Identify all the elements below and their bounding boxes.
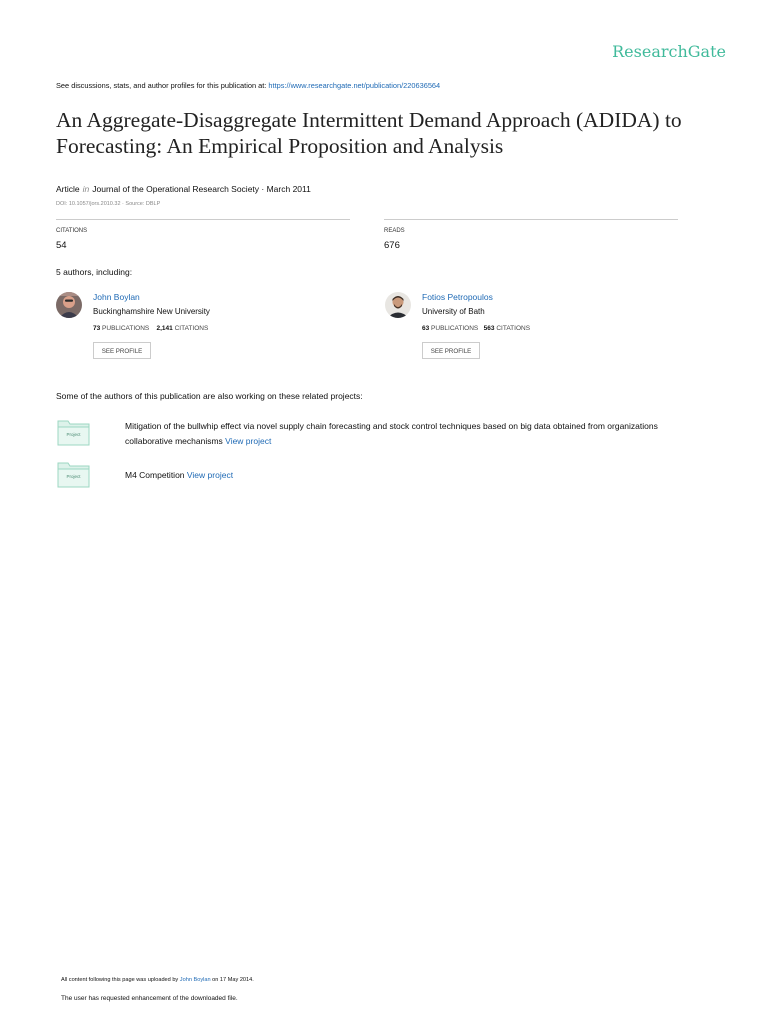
publication-title: An Aggregate-Disaggregate Intermittent Demand Approach (ADIDA) to Forecasting: An Empirical Proposition and Analysis [56,108,682,158]
avatar-john-boylan[interactable] [56,292,82,318]
author-name-link[interactable] [422,292,493,302]
author-citations-count: 2,141 [156,325,173,332]
avatar-fotios-petropoulos[interactable] [385,292,411,318]
publications-label: PUBLICATIONS [431,325,479,332]
author-affiliation: University of Bath [422,307,485,316]
publication-meta [56,184,311,194]
researchgate-logo[interactable]: ResearchGate [612,42,726,61]
avatar-photo-icon [56,292,82,318]
publications-count: 73 [93,325,101,332]
publications-count: 63 [422,325,430,332]
author-name[interactable]: Fotios Petropoulos [422,292,493,302]
discussion-line [56,81,440,90]
see-profile-button[interactable]: SEE PROFILE [422,342,480,359]
upload-prefix: All content following this page was uploaded by [61,977,180,983]
author-citations-count: 563 [483,325,495,332]
enhancement-note: The user has requested enhancement of the downloaded file. [61,995,238,1002]
publication-url-link[interactable]: https://www.researchgate.net/publication/220636564 [268,81,441,90]
view-project-link[interactable]: View project [225,436,272,446]
author-name-link[interactable] [93,292,140,302]
project-item [125,419,695,449]
author-citations-label: CITATIONS [496,325,531,332]
doi-source: DOI: 10.1057/jors.2010.32 · Source: DBLP [56,201,161,207]
discussion-prefix: See discussions, stats, and author profiles for this publication at: [56,81,269,90]
author-name[interactable]: John Boylan [93,292,140,302]
journal-name: Journal of the Operational Research Society · March 2011 [92,184,311,194]
projects-heading: Some of the authors of this publication are also working on these related projects: [56,391,363,401]
project-icon-label: Project [66,474,81,479]
author-affiliation: Buckinghamshire New University [93,307,210,316]
reads-divider [384,219,678,220]
author-stats [93,325,208,332]
project-description: Mitigation of the bullwhip effect via novel supply chain forecasting and stock control techniques based on big data obtained from organizations collaborative mechanisms [125,421,658,446]
project-icon-label: Project [66,432,81,437]
project-folder-icon[interactable] [57,418,90,446]
citations-count: 54 [56,240,67,251]
citations-label: CITATIONS [56,228,88,234]
authors-heading: 5 authors, including: [56,267,133,277]
article-type: Article [56,184,80,194]
project-folder-icon[interactable] [57,460,90,488]
in-label: in [82,184,90,194]
see-profile-button[interactable]: SEE PROFILE [93,342,151,359]
citations-divider [56,219,350,220]
project-description: M4 Competition [125,470,185,480]
project-item [125,468,695,483]
avatar-photo-icon [385,292,411,318]
upload-note [61,977,254,983]
publications-label: PUBLICATIONS [102,325,150,332]
view-project-link[interactable]: View project [186,470,234,480]
reads-count: 676 [384,240,400,251]
uploader-link[interactable]: John Boylan [179,977,211,983]
upload-suffix: on 17 May 2014. [210,977,254,983]
author-stats [422,325,530,332]
author-citations-label: CITATIONS [174,325,209,332]
reads-label: READS [384,228,405,234]
